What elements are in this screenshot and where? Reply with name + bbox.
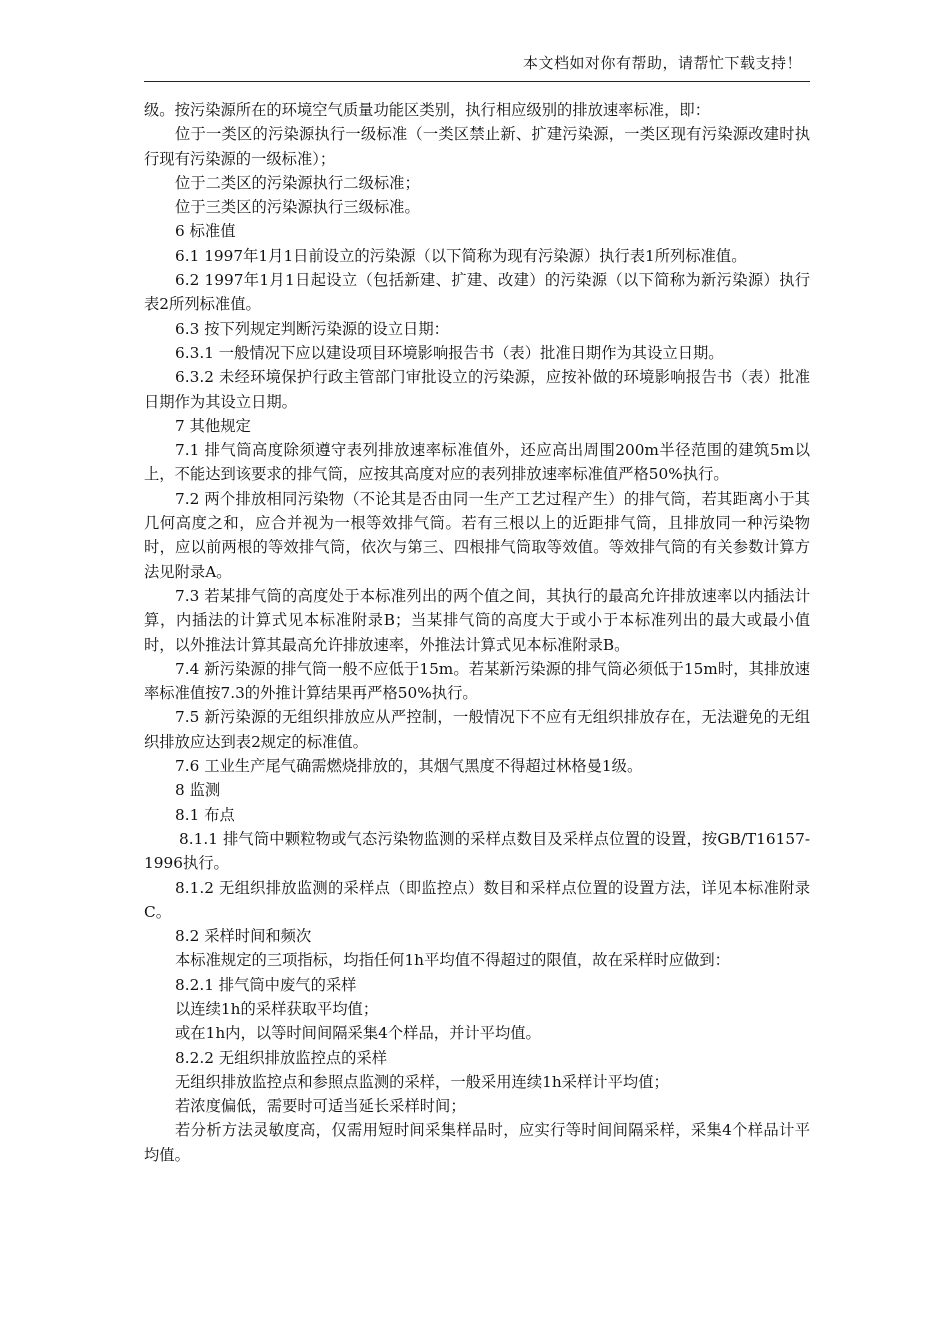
paragraph: 位于二类区的污染源执行二级标准； [175,173,420,192]
document-body [144,98,810,1167]
section-heading: 7 其他规定 [175,416,251,435]
section-heading: 8 监测 [175,781,221,800]
paragraph: 或在1h内，以等时间间隔采集4个样品，并计平均值。 [175,1024,541,1043]
paragraph: 6.3.1 一般情况下应以建设项目环境影响报告书（表）批准日期作为其设立日期。 [175,343,724,362]
paragraph: 6.3.2 未经环境保护行政主管部门审批设立的污染源，应按补做的环境影响报告书（表）批准日期作为其设立日期。 [144,368,810,411]
section-heading: 8.2.1 排气筒中废气的采样 [175,975,357,994]
paragraph: 位于三类区的污染源执行三级标准。 [175,198,420,217]
section-heading: 8.1 布点 [175,805,235,824]
paragraph: 本标准规定的三项指标，均指任何1h平均值不得超过的限值，故在采样时应做到： [175,951,730,970]
page-header: 本文档如对你有帮助，请帮忙下载支持！ [522,54,802,72]
paragraph: 7.2 两个排放相同污染物（不论其是否由同一生产工艺过程产生）的排气筒，若其距离小于其几何高度之和，应合并视为一根等效排气筒。若有三根以上的近距排气筒，且排放同一种污染物时，应以前两根的等效排气筒，依次与第三、四根排气筒取等效值。等效排气筒的有关参数计算方法见附录A。 [144,489,810,581]
paragraph: 级。按污染源所在的环境空气质量功能区类别，执行相应级别的排放速率标准，即： [144,101,710,119]
paragraph: 8.1.1 排气筒中颗粒物或气态污染物监测的采样点数目及采样点位置的设置，按GB/T16157-1996执行。 [144,829,810,873]
paragraph: 7.5 新污染源的无组织排放应从严控制，一般情况下不应有无组织排放存在，无法避免的无组织排放应达到表2规定的标准值。 [144,708,810,751]
paragraph: 若浓度偏低，需要时可适当延长采样时间； [175,1097,466,1116]
header-divider [144,81,810,82]
paragraph: 8.1.2 无组织排放监测的采样点（即监控点）数目和采样点位置的设置方法，详见本标准附录C。 [144,878,810,921]
section-heading: 8.2 采样时间和频次 [175,927,312,946]
paragraph: 7.4 新污染源的排气筒一般不应低于15m。若某新污染源的排气筒必须低于15m时，其排放速率标准值按7.3的外推计算结果再严格50%执行。 [144,659,810,703]
paragraph: 6.3 按下列规定判断污染源的设立日期： [175,319,449,338]
paragraph: 无组织排放监控点和参照点监测的采样，一般采用连续1h采样计平均值； [175,1072,669,1091]
paragraph: 7.3 若某排气筒的高度处于本标准列出的两个值之间，其执行的最高允许排放速率以内插法计算，内插法的计算式见本标准附录B；当某排气筒的高度大于或小于本标准列出的最大或最小值时，以外推法计算其最高允许排放速率，外推法计算式见本标准附录B。 [144,586,810,654]
section-heading: 8.2.2 无组织排放监控点的采样 [175,1048,388,1067]
section-heading: 6 标准值 [175,222,236,241]
paragraph: 若分析方法灵敏度高，仅需用短时间采集样品时，应实行等时间间隔采样，采集4个样品计平均值。 [144,1121,810,1164]
paragraph: 6.2 1997年1月1日起设立（包括新建、扩建、改建）的污染源（以下简称为新污染源）执行表2所列标准值。 [144,271,810,314]
paragraph: 6.1 1997年1月1日前设立的污染源（以下简称为现有污染源）执行表1所列标准值。 [175,246,747,265]
paragraph: 7.6 工业生产尾气确需燃烧排放的，其烟气黑度不得超过林格曼1级。 [175,757,643,776]
paragraph: 位于一类区的污染源执行一级标准（一类区禁止新、扩建污染源，一类区现有污染源改建时执行现有污染源的一级标准）； [144,125,810,168]
paragraph: 以连续1h的采样获取平均值； [175,999,379,1018]
paragraph: 7.1 排气筒高度除须遵守表列排放速率标准值外，还应高出周围200m半径范围的建筑5m以上，不能达到该要求的排气筒，应按其高度对应的表列排放速率标准值严格50%执行。 [144,441,810,484]
